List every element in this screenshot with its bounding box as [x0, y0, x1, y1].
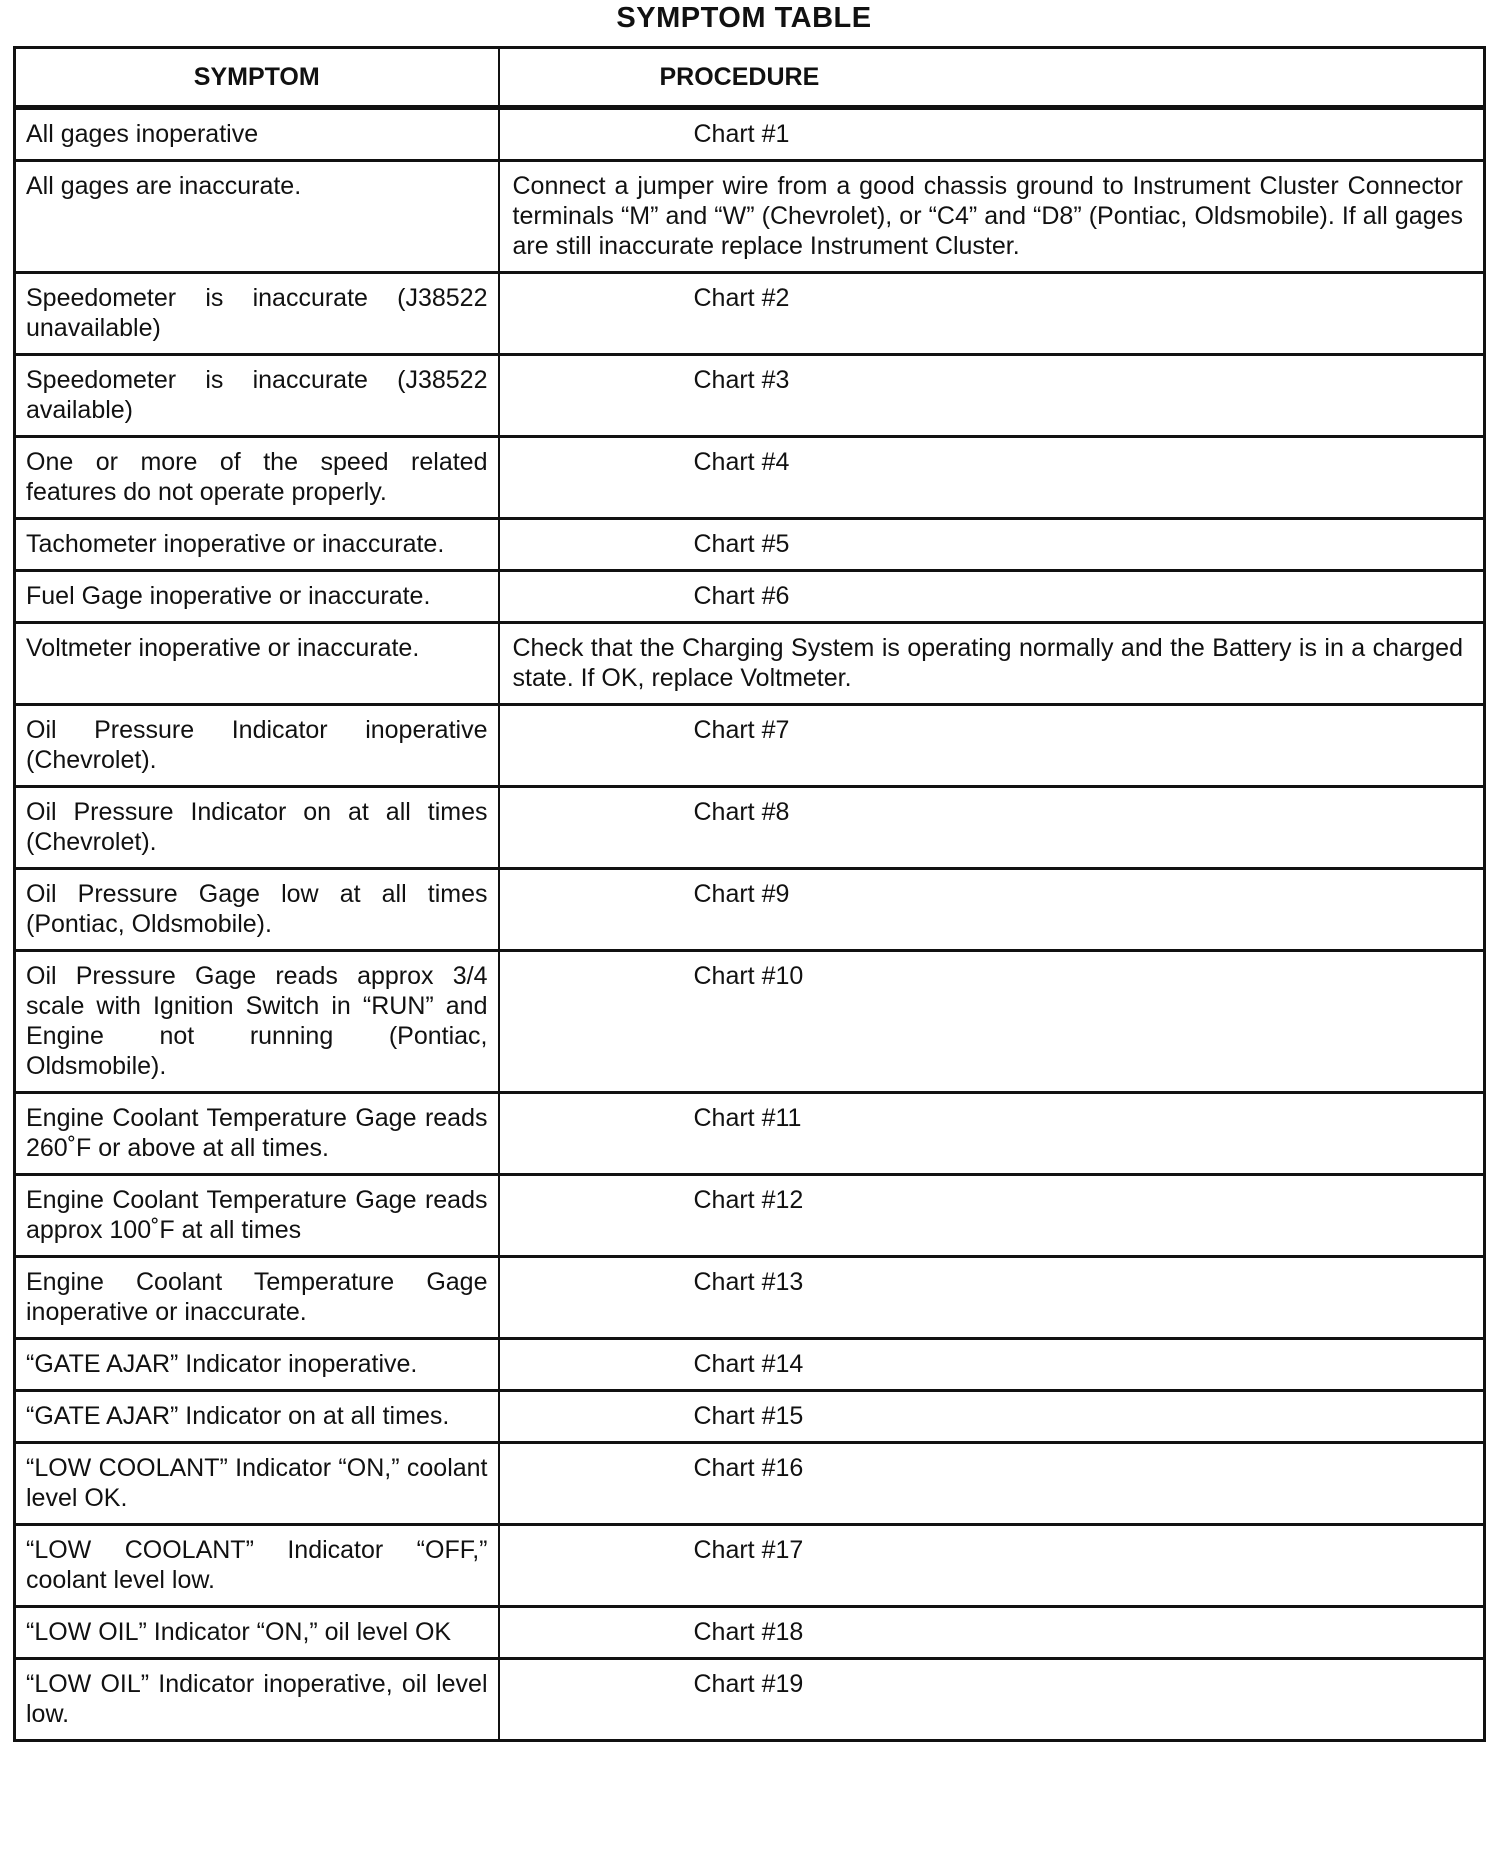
symptom-column-header: SYMPTOM	[15, 48, 499, 108]
procedure-text: Check that the Charging System is operating normally and the Battery is in a charged state. If OK, replace Voltmeter.	[512, 634, 1463, 692]
chart-reference: Chart #19	[693, 1670, 804, 1698]
table-row	[15, 273, 1485, 355]
procedure-cell	[499, 787, 1485, 869]
procedure-text: Connect a jumper wire from a good chassis ground to Instrument Cluster Connector terminals “M” and “W” (Chevrolet), or “C4” and “D8” (Pontiac, Oldsmobile). If all gages are still inaccurate replace Instrument Cluster.	[512, 172, 1463, 260]
chart-reference: Chart #12	[693, 1186, 804, 1214]
symptom-cell: All gages inoperative	[15, 108, 499, 161]
symptom-cell: “GATE AJAR” Indicator inoperative.	[15, 1339, 499, 1391]
symptom-cell: All gages are inaccurate.	[15, 161, 499, 273]
chart-reference: Chart #17	[693, 1536, 804, 1564]
table-row	[15, 108, 1485, 161]
table-body	[15, 108, 1485, 1741]
chart-reference: Chart #13	[693, 1268, 804, 1296]
procedure-cell	[499, 1525, 1485, 1607]
procedure-cell	[499, 161, 1485, 273]
procedure-cell	[499, 571, 1485, 623]
symptom-cell: Engine Coolant Temperature Gage inoperative or inaccurate.	[15, 1257, 499, 1339]
symptom-table	[13, 46, 1486, 1742]
procedure-cell	[499, 869, 1485, 951]
chart-reference: Chart #7	[693, 716, 790, 744]
chart-reference: Chart #2	[693, 284, 790, 312]
chart-reference: Chart #5	[693, 530, 790, 558]
procedure-cell	[499, 623, 1485, 705]
symptom-cell: “LOW OIL” Indicator inoperative, oil level low.	[15, 1659, 499, 1741]
chart-reference: Chart #8	[693, 798, 790, 826]
procedure-cell	[499, 1257, 1485, 1339]
procedure-cell	[499, 1443, 1485, 1525]
table-row	[15, 787, 1485, 869]
chart-reference: Chart #6	[693, 582, 790, 610]
table-row	[15, 705, 1485, 787]
symptom-cell: Fuel Gage inoperative or inaccurate.	[15, 571, 499, 623]
symptom-cell: Tachometer inoperative or inaccurate.	[15, 519, 499, 571]
chart-reference: Chart #15	[693, 1402, 804, 1430]
table-row	[15, 951, 1485, 1093]
table-row	[15, 1525, 1485, 1607]
procedure-cell	[499, 108, 1485, 161]
table-row	[15, 1659, 1485, 1741]
symptom-cell: Oil Pressure Indicator inoperative (Chevrolet).	[15, 705, 499, 787]
chart-reference: Chart #16	[693, 1454, 804, 1482]
symptom-cell: Oil Pressure Indicator on at all times (Chevrolet).	[15, 787, 499, 869]
procedure-cell	[499, 437, 1485, 519]
procedure-cell	[499, 519, 1485, 571]
symptom-cell: “GATE AJAR” Indicator on at all times.	[15, 1391, 499, 1443]
symptom-cell: Engine Coolant Temperature Gage reads 260˚F or above at all times.	[15, 1093, 499, 1175]
table-row	[15, 869, 1485, 951]
table-row	[15, 1175, 1485, 1257]
symptom-cell: Voltmeter inoperative or inaccurate.	[15, 623, 499, 705]
symptom-cell: Oil Pressure Gage low at all times (Pontiac, Oldsmobile).	[15, 869, 499, 951]
procedure-cell	[499, 705, 1485, 787]
procedure-cell	[499, 1093, 1485, 1175]
chart-reference: Chart #10	[693, 962, 804, 990]
table-row	[15, 1093, 1485, 1175]
procedure-cell	[499, 1175, 1485, 1257]
table-row	[15, 1339, 1485, 1391]
chart-reference: Chart #1	[693, 120, 790, 148]
procedure-cell	[499, 1391, 1485, 1443]
procedure-column-header: PROCEDURE	[499, 48, 1485, 108]
procedure-cell	[499, 951, 1485, 1093]
table-row	[15, 161, 1485, 273]
symptom-cell: Oil Pressure Gage reads approx 3/4 scale with Ignition Switch in “RUN” and Engine not running (Pontiac, Oldsmobile).	[15, 951, 499, 1093]
chart-reference: Chart #4	[693, 448, 790, 476]
chart-reference: Chart #18	[693, 1618, 804, 1646]
table-row	[15, 1607, 1485, 1659]
table-row	[15, 437, 1485, 519]
symptom-cell: “LOW COOLANT” Indicator “ON,” coolant level OK.	[15, 1443, 499, 1525]
symptom-cell: Speedometer is inaccurate (J38522 available)	[15, 355, 499, 437]
chart-reference: Chart #3	[693, 366, 790, 394]
symptom-cell: Speedometer is inaccurate (J38522 unavailable)	[15, 273, 499, 355]
symptom-cell: One or more of the speed related features do not operate properly.	[15, 437, 499, 519]
table-row	[15, 1257, 1485, 1339]
chart-reference: Chart #14	[693, 1350, 804, 1378]
table-row	[15, 623, 1485, 705]
table-row	[15, 1443, 1485, 1525]
page-title: SYMPTOM TABLE	[616, 2, 872, 34]
procedure-cell	[499, 1339, 1485, 1391]
table-row	[15, 571, 1485, 623]
procedure-cell	[499, 1607, 1485, 1659]
chart-reference: Chart #11	[693, 1104, 802, 1132]
table-row	[15, 355, 1485, 437]
chart-reference: Chart #9	[693, 880, 790, 908]
symptom-cell: “LOW COOLANT” Indicator “OFF,” coolant level low.	[15, 1525, 499, 1607]
table-row	[15, 1391, 1485, 1443]
procedure-cell	[499, 355, 1485, 437]
procedure-cell	[499, 1659, 1485, 1741]
procedure-cell	[499, 273, 1485, 355]
symptom-cell: “LOW OIL” Indicator “ON,” oil level OK	[15, 1607, 499, 1659]
table-row	[15, 519, 1485, 571]
symptom-cell: Engine Coolant Temperature Gage reads approx 100˚F at all times	[15, 1175, 499, 1257]
header-row	[15, 48, 1485, 108]
